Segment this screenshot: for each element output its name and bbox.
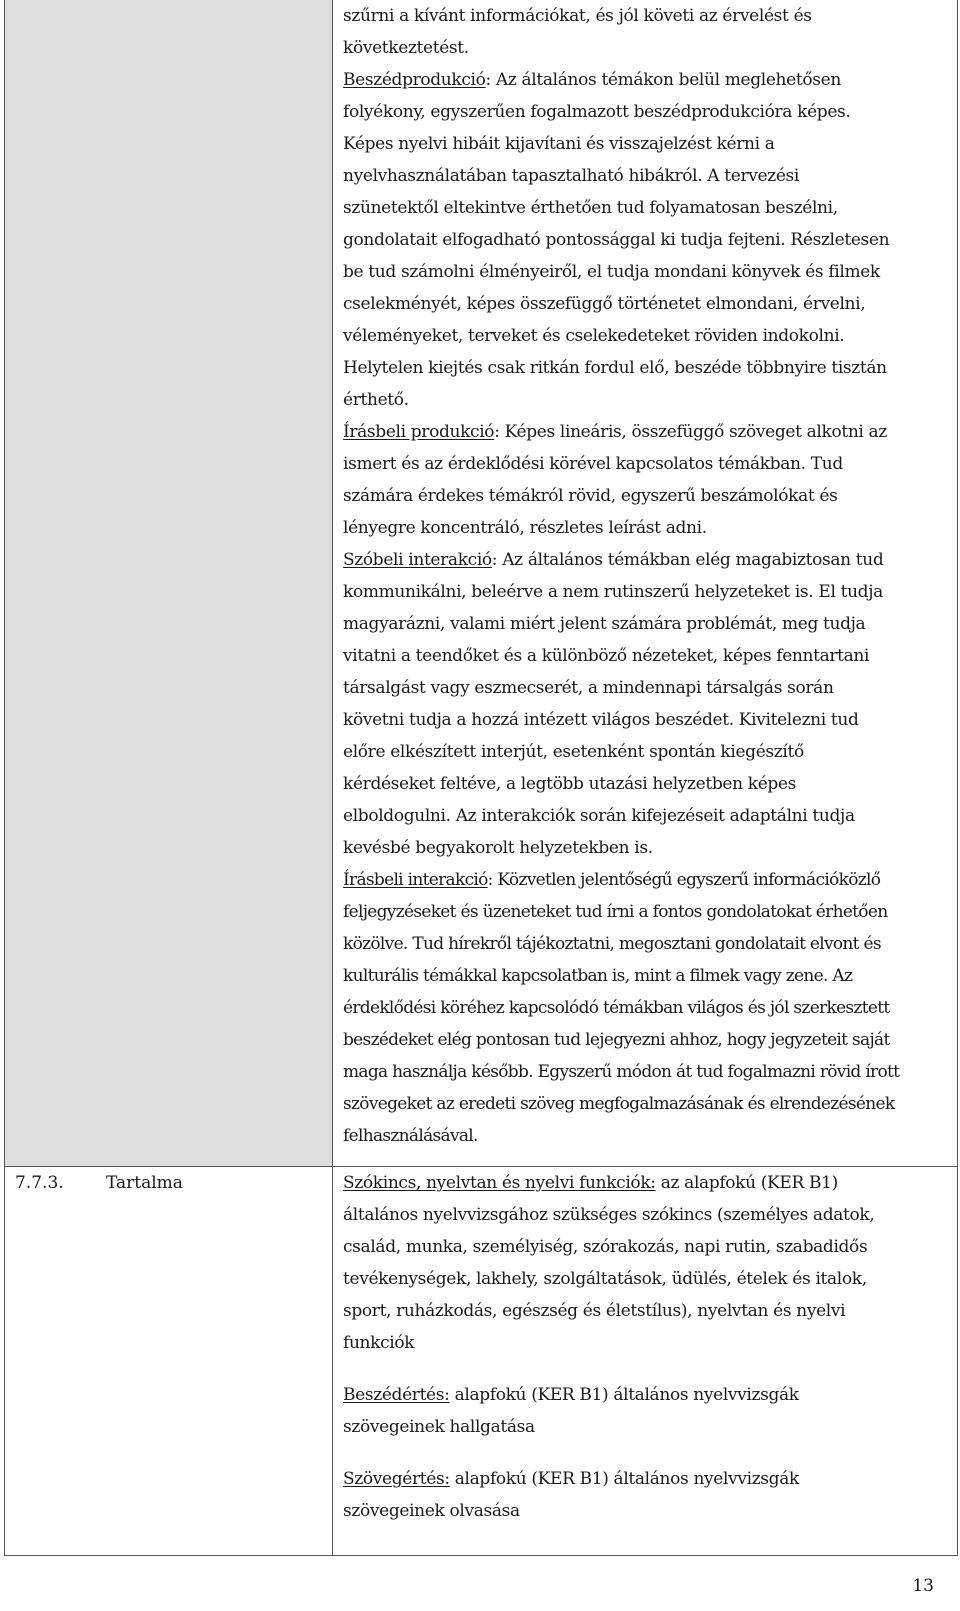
vocab-label: Szókincs, nyelvtan és nyelvi funkciók: (343, 1173, 656, 1193)
description-text (343, 0, 953, 1152)
table-cell-content (332, 1166, 958, 1556)
intro-paragraph: szűrni a kívánt információkat, és jól követi az érvelést és következtetést. (343, 6, 812, 58)
listening-label: Beszédértés: (343, 1385, 450, 1405)
table-row-content (4, 1166, 958, 1556)
table-row-continuation (4, 0, 958, 1166)
section-title: Tartalma (106, 1173, 183, 1193)
paragraph-gap (343, 1359, 953, 1379)
table-cell-title (96, 1166, 332, 1556)
spoken-interaction-label: Szóbeli interakció (343, 550, 492, 570)
table-cell-description (332, 0, 958, 1166)
listening-paragraph: Beszédértés: alapfokú (KER B1) általános nyelvvizsgák szövegeinek hallgatása (343, 1385, 799, 1437)
table-cell-number-shaded (4, 0, 96, 1166)
curriculum-table (4, 0, 958, 1556)
spoken-interaction-paragraph: Szóbeli interakció: Az általános témákban elég magabiztosan tud kommunikálni, beleérve a nem rutinszerű helyzeteket is. El tudja magyarázni, valami miért jelent számára problémát, meg tudja vitatni a teendőket és a különböző nézeteket, képes fenntartani társalgást vagy eszmecserét, a mindennapi társalgás során követni tudja a hozzá intézett világos beszédet. Kivitelezni tud előre elkészített interjút, esetenként spontán kiegészítő kérdéseket feltéve, a legtöbb utazási helyzetben képes elboldogulni. Az interakciók során kifejezéseit adaptálni tudja kevésbé begyakorolt helyzetekben is. (343, 550, 884, 858)
table-cell-title-shaded (96, 0, 332, 1166)
written-production-label: Írásbeli produkció (343, 422, 495, 442)
written-interaction-label: Írásbeli interakció (343, 870, 488, 890)
speech-production-paragraph: Beszédprodukció: Az általános témákon belül meglehetősen folyékony, egyszerűen fogalmazott beszédprodukcióra képes. Képes nyelvi hibáit kijavítani és visszajelzést kérni a nyelvhasználatában tapasztalható hibákról. A tervezési szünetektől eltekintve érthetően tud folyamatosan beszélni, gondolatait elfogadható pontossággal ki tudja fejteni. Részletesen be tud számolni élményeiről, el tudja mondani könyvek és filmek cselekményét, képes összefüggő történetet elmondani, érvelni, véleményeket, terveket és cselekedeteket röviden indokolni. Helytelen kiejtés csak ritkán fordul elő, beszéde többnyire tisztán érthető. (343, 70, 890, 410)
section-number: 7.7.3. (15, 1173, 64, 1193)
paragraph-gap (343, 1443, 953, 1463)
written-production-paragraph: Írásbeli produkció: Képes lineáris, összefüggő szöveget alkotni az ismert és az érdeklődési körével kapcsolatos témákban. Tud számára érdekes témákról rövid, egyszerű beszámolókat és lényegre koncentráló, részletes leírást adni. (343, 422, 887, 538)
content-text (343, 1167, 953, 1527)
reading-paragraph: Szövegértés: alapfokú (KER B1) általános nyelvvizsgák szövegeinek olvasása (343, 1469, 799, 1521)
speech-production-label: Beszédprodukció (343, 70, 486, 90)
table-cell-number (4, 1166, 96, 1556)
page-number: 13 (912, 1576, 934, 1596)
reading-label: Szövegértés: (343, 1469, 450, 1489)
vocab-paragraph: Szókincs, nyelvtan és nyelvi funkciók: az alapfokú (KER B1) általános nyelvvizsgához szükséges szókincs (személyes adatok, család, munka, személyiség, szórakozás, napi rutin, szabadidős tevékenységek, lakhely, szolgáltatások, üdülés, ételek és italok, sport, ruházkodás, egészség és életstílus), nyelvtan és nyelvi funkciók (343, 1173, 875, 1353)
written-interaction-paragraph: Írásbeli interakció: Közvetlen jelentőségű egyszerű információközlő feljegyzéseket és üzeneteket tud írni a fontos gondolatokat érhetően közölve. Tud hírekről tájékoztatni, megosztani gondolatait elvont és kulturális témákkal kapcsolatban is, mint a filmek vagy zene. Az érdeklődési köréhez kapcsolódó témákban világos és jól szerkesztett beszédeket elég pontosan tud lejegyezni ahhoz, hogy jegyzeteit saját maga használja később. Egyszerű módon át tud fogalmazni rövid írott szövegeket az eredeti szöveg megfogalmazásának és elrendezésének felhasználásával. (343, 870, 900, 1146)
